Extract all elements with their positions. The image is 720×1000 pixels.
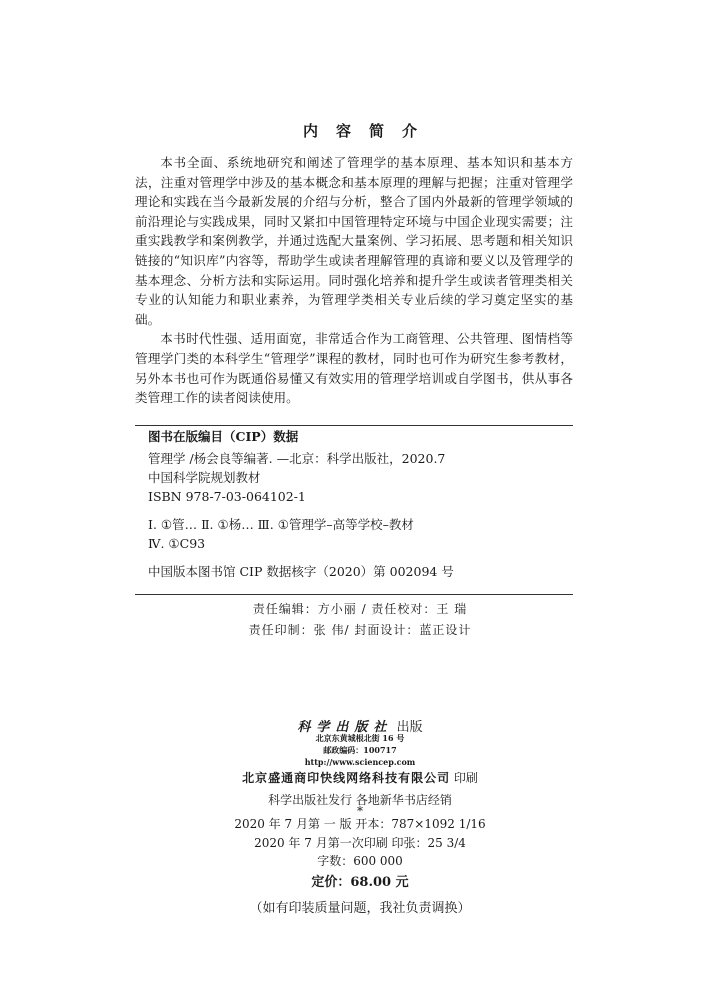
printer-suffix: 印刷 <box>450 771 478 785</box>
editors-line-1: 责任编辑：方小丽 / 责任校对：王 瑞 <box>252 602 468 616</box>
cip-classification-1: Ⅰ. ①管… Ⅱ. ①杨… Ⅲ. ①管理学–高等学校–教材 <box>148 517 414 532</box>
edition-line: 2020 年 7 月第 一 版 开本：787×1092 1/16 <box>234 817 486 831</box>
publisher-postcode: 邮政编码：100717 <box>323 745 397 755</box>
divider-top <box>135 425 573 426</box>
printer-line <box>0 769 720 786</box>
separator-star: * <box>357 804 363 818</box>
page-title <box>0 120 720 141</box>
cip-data-block <box>148 427 568 581</box>
cip-heading: 图书在版编目（CIP）数据 <box>148 429 299 444</box>
price: 定价：68.00 元 <box>311 875 409 890</box>
divider-bottom <box>135 594 573 595</box>
publisher-name: 科学出版社 <box>297 720 393 735</box>
introduction-text <box>135 153 573 408</box>
distribution-line: 科学出版社发行 各地新华书店经销 <box>268 793 452 807</box>
publisher-website: http://www.sciencep.com <box>304 757 416 767</box>
word-count: 字数：600 000 <box>317 854 403 868</box>
cip-line-author: 管理学 /杨会良等编著. —北京：科学出版社，2020.7 <box>148 451 446 466</box>
title-char: 介 <box>402 122 418 140</box>
cip-classification-2: Ⅳ. ①C93 <box>148 536 206 551</box>
title-char: 内 <box>302 122 318 140</box>
cip-isbn: ISBN 978-7-03-064102-1 <box>148 489 306 504</box>
printer-name: 北京盛通商印快线网络科技有限公司 <box>242 771 451 785</box>
cip-record-number: 中国版本图书馆 CIP 数据核字（2020）第 002094 号 <box>148 564 454 579</box>
title-char: 简 <box>369 122 385 140</box>
intro-paragraph-2: 本书时代性强、适用面宽，非常适合作为工商管理、公共管理、图情档等管理学门类的本科学生“管理学”课程的教材，同时也可作为研究生参考教材，另外本书也可作为既通俗易懂又有效实用的管理学培训或自学图书，供从事各类管理工作的读者阅读使用。 <box>135 331 573 406</box>
publisher-suffix: 出版 <box>392 720 423 735</box>
title-char: 容 <box>335 122 351 140</box>
cip-line-series: 中国科学院规划教材 <box>148 470 261 485</box>
publisher-address: 北京东黄城根北街 16 号 <box>315 733 405 743</box>
editors-line-2: 责任印制：张 伟/ 封面设计：蓝正设计 <box>248 623 472 637</box>
printing-line: 2020 年 7 月第一次印刷 印张：25 3/4 <box>254 836 466 850</box>
quality-notice: （如有印装质量问题，我社负责调换） <box>249 901 471 916</box>
intro-paragraph-1: 本书全面、系统地研究和阐述了管理学的基本原理、基本知识和基本方法，注重对管理学中涉及的基本概念和基本原理的理解与把握；注重对管理学理论和实践在当今最新发展的介绍与分析，整合了国内外最新的管理学领域的前沿理论与实践成果，同时又紧扣中国管理特定环境与中国企业现实需要；注重实践教学和案例教学，并通过选配大量案例、学习拓展、思考题和相关知识链接的“知识库”内容等，帮助学生或读者理解管理的真谛和要义以及管理学的基本理念、分析方法和实际运用。同时强化培养和提升学生或读者管理类相关专业的认知能力和职业素养，为管理学类相关专业后续的学习奠定坚实的基础。 <box>135 155 573 327</box>
